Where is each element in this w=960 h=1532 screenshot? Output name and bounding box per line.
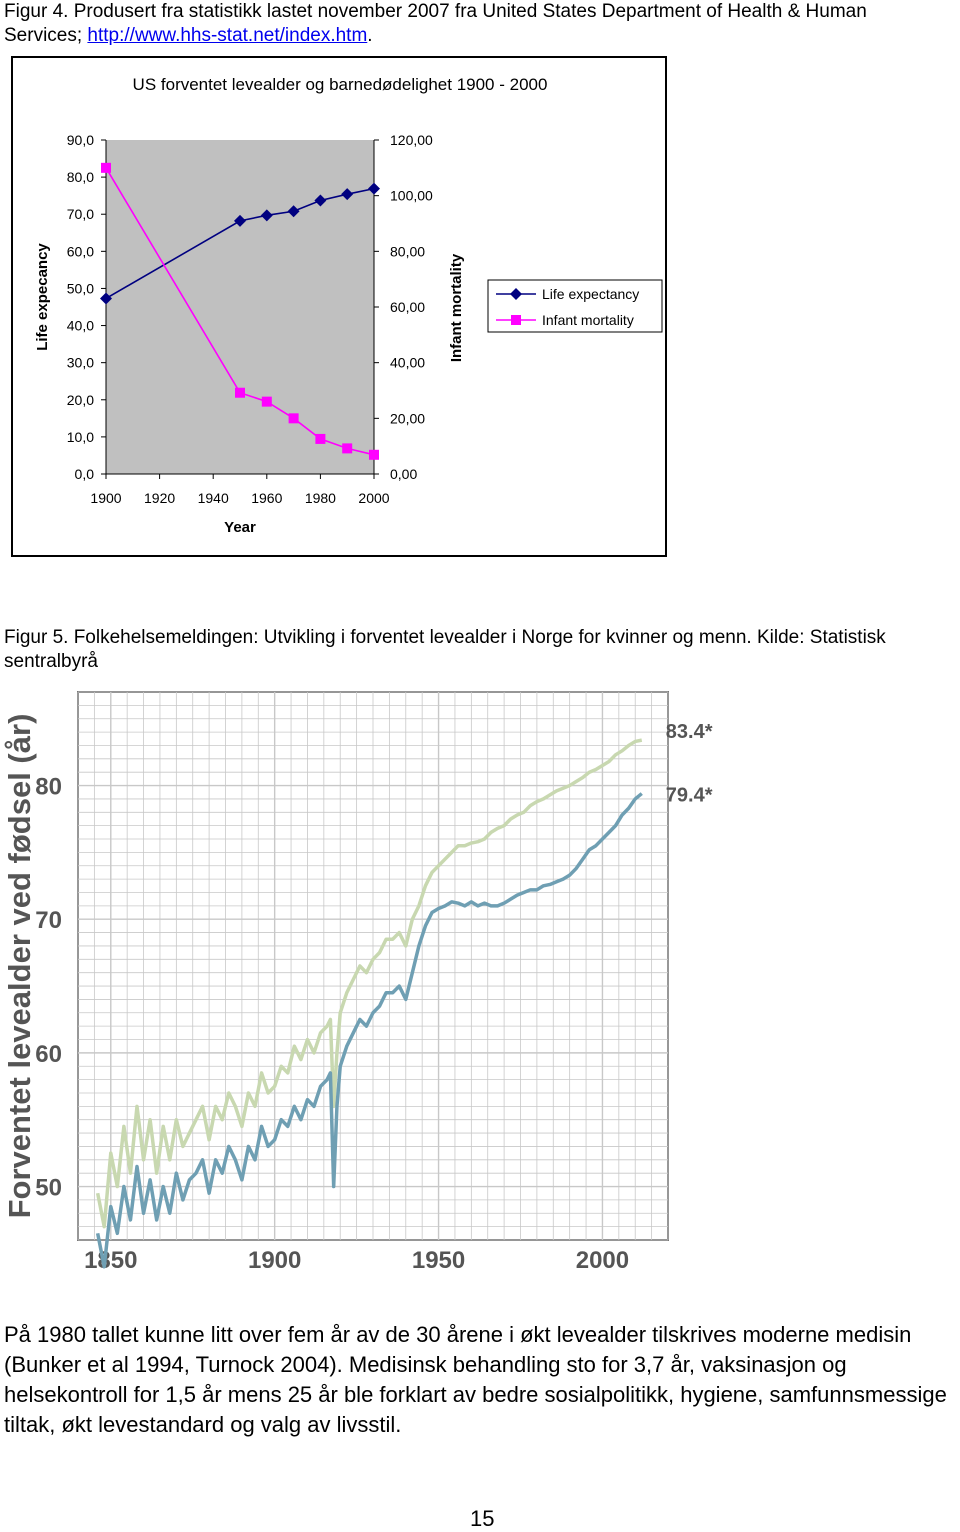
chart1-right-tick-label: 80,00 [390, 243, 426, 260]
chart1-left-tick-label: 60,0 [66, 243, 94, 260]
infant-mortality-point [369, 450, 379, 460]
chart1-left-tick-label: 30,0 [66, 354, 94, 371]
women-end-label: 83.4* [665, 721, 713, 744]
figure4-caption-suffix: . [367, 25, 373, 46]
chart1-left-tick-label: 0,0 [74, 466, 94, 482]
infant-mortality-point [289, 413, 299, 423]
chart1-left-tick-label: 50,0 [66, 280, 94, 297]
legend-infant-label: Infant mortality [542, 312, 634, 328]
figure5-caption: Figur 5. Folkehelsemeldingen: Utvikling i forventet levealder i Norge for kvinner og menn. Kilde: Statistisk sentralbyrå [4, 627, 886, 672]
us-life-expectancy-chart [0, 0, 960, 580]
chart1-right-tick-label: 40,00 [390, 354, 426, 371]
infant-mortality-point [342, 443, 352, 453]
chart2-y-tick-label: 60 [35, 1040, 62, 1068]
chart2-y-tick-label: 50 [35, 1174, 62, 1202]
chart2-y-tick-label: 80 [35, 773, 62, 801]
chart1-y-axis-label: Life expecancy [34, 243, 51, 351]
hhs-stat-link[interactable]: http://www.hhs-stat.net/index.htm [87, 25, 368, 46]
chart1-right-tick-label: 20,00 [390, 410, 426, 427]
chart2-x-tick-label: 1900 [247, 1247, 302, 1274]
infant-mortality-point [315, 434, 325, 444]
chart1-right-tick-label: 100,00 [390, 187, 433, 204]
chart1-y2-axis-label: Infant mortality [448, 253, 465, 363]
chart1-left-tick-label: 20,0 [66, 391, 94, 408]
chart1-x-tick-label: 2000 [358, 490, 390, 506]
chart1-x-tick-label: 1940 [197, 490, 229, 506]
norway-life-expectancy-chart [0, 684, 960, 1304]
page-number: 15 [470, 1506, 495, 1531]
chart1-x-tick-label: 1960 [251, 490, 283, 506]
chart1-left-tick-label: 80,0 [66, 169, 94, 186]
chart2-y-tick-label: 70 [35, 907, 62, 935]
chart1-title: US forventet levealder og barnedødelighet 1900 - 2000 [132, 75, 548, 94]
chart1-x-axis-label: Year [224, 519, 256, 536]
men-end-label: 79.4* [665, 784, 713, 807]
chart2-y-axis-label: Forventet levealder ved fødsel (år) [2, 713, 37, 1219]
chart1-left-tick-label: 40,0 [66, 317, 94, 334]
chart1-left-tick-label: 10,0 [66, 428, 94, 445]
chart1-right-tick-label: 120,00 [390, 132, 433, 148]
infant-mortality-point [235, 388, 245, 398]
chart2-x-tick-label: 1950 [411, 1247, 466, 1274]
chart1-x-tick-label: 1920 [144, 490, 176, 506]
chart1-right-tick-label: 0,00 [390, 466, 418, 482]
figure4-caption-text: Figur 4. Produsert fra statistikk lastet november 2007 fra United States Department of Health & Human Services; [4, 1, 867, 46]
chart1-right-tick-label: 60,00 [390, 299, 426, 315]
legend-infant-marker [511, 315, 521, 325]
chart1-x-tick-label: 1980 [304, 490, 336, 506]
chart1-plot-area [106, 140, 374, 474]
body-paragraph: På 1980 tallet kunne litt over fem år av de 30 årene i økt levealder tilskrives moderne medisin (Bunker et al 1994, Turnock 2004). Medisinsk behandling sto for 3,7 år, vaksinasjon og helsekontroll for 1,5 år mens 25 år ble forklart av bedre sosialpolitikk, hygiene, samfunnsmessige tiltak, økt levestandard og valg av livsstil. [4, 1322, 947, 1437]
chart1-left-tick-label: 70,0 [66, 206, 94, 223]
infant-mortality-point [101, 163, 111, 173]
chart2-x-tick-label: 1850 [84, 1247, 138, 1274]
chart2-x-tick-label: 2000 [575, 1247, 630, 1274]
legend-life-label: Life expectancy [542, 286, 640, 302]
chart1-x-tick-label: 1900 [90, 490, 122, 506]
chart1-left-tick-label: 90,0 [66, 132, 94, 148]
infant-mortality-point [262, 397, 272, 407]
